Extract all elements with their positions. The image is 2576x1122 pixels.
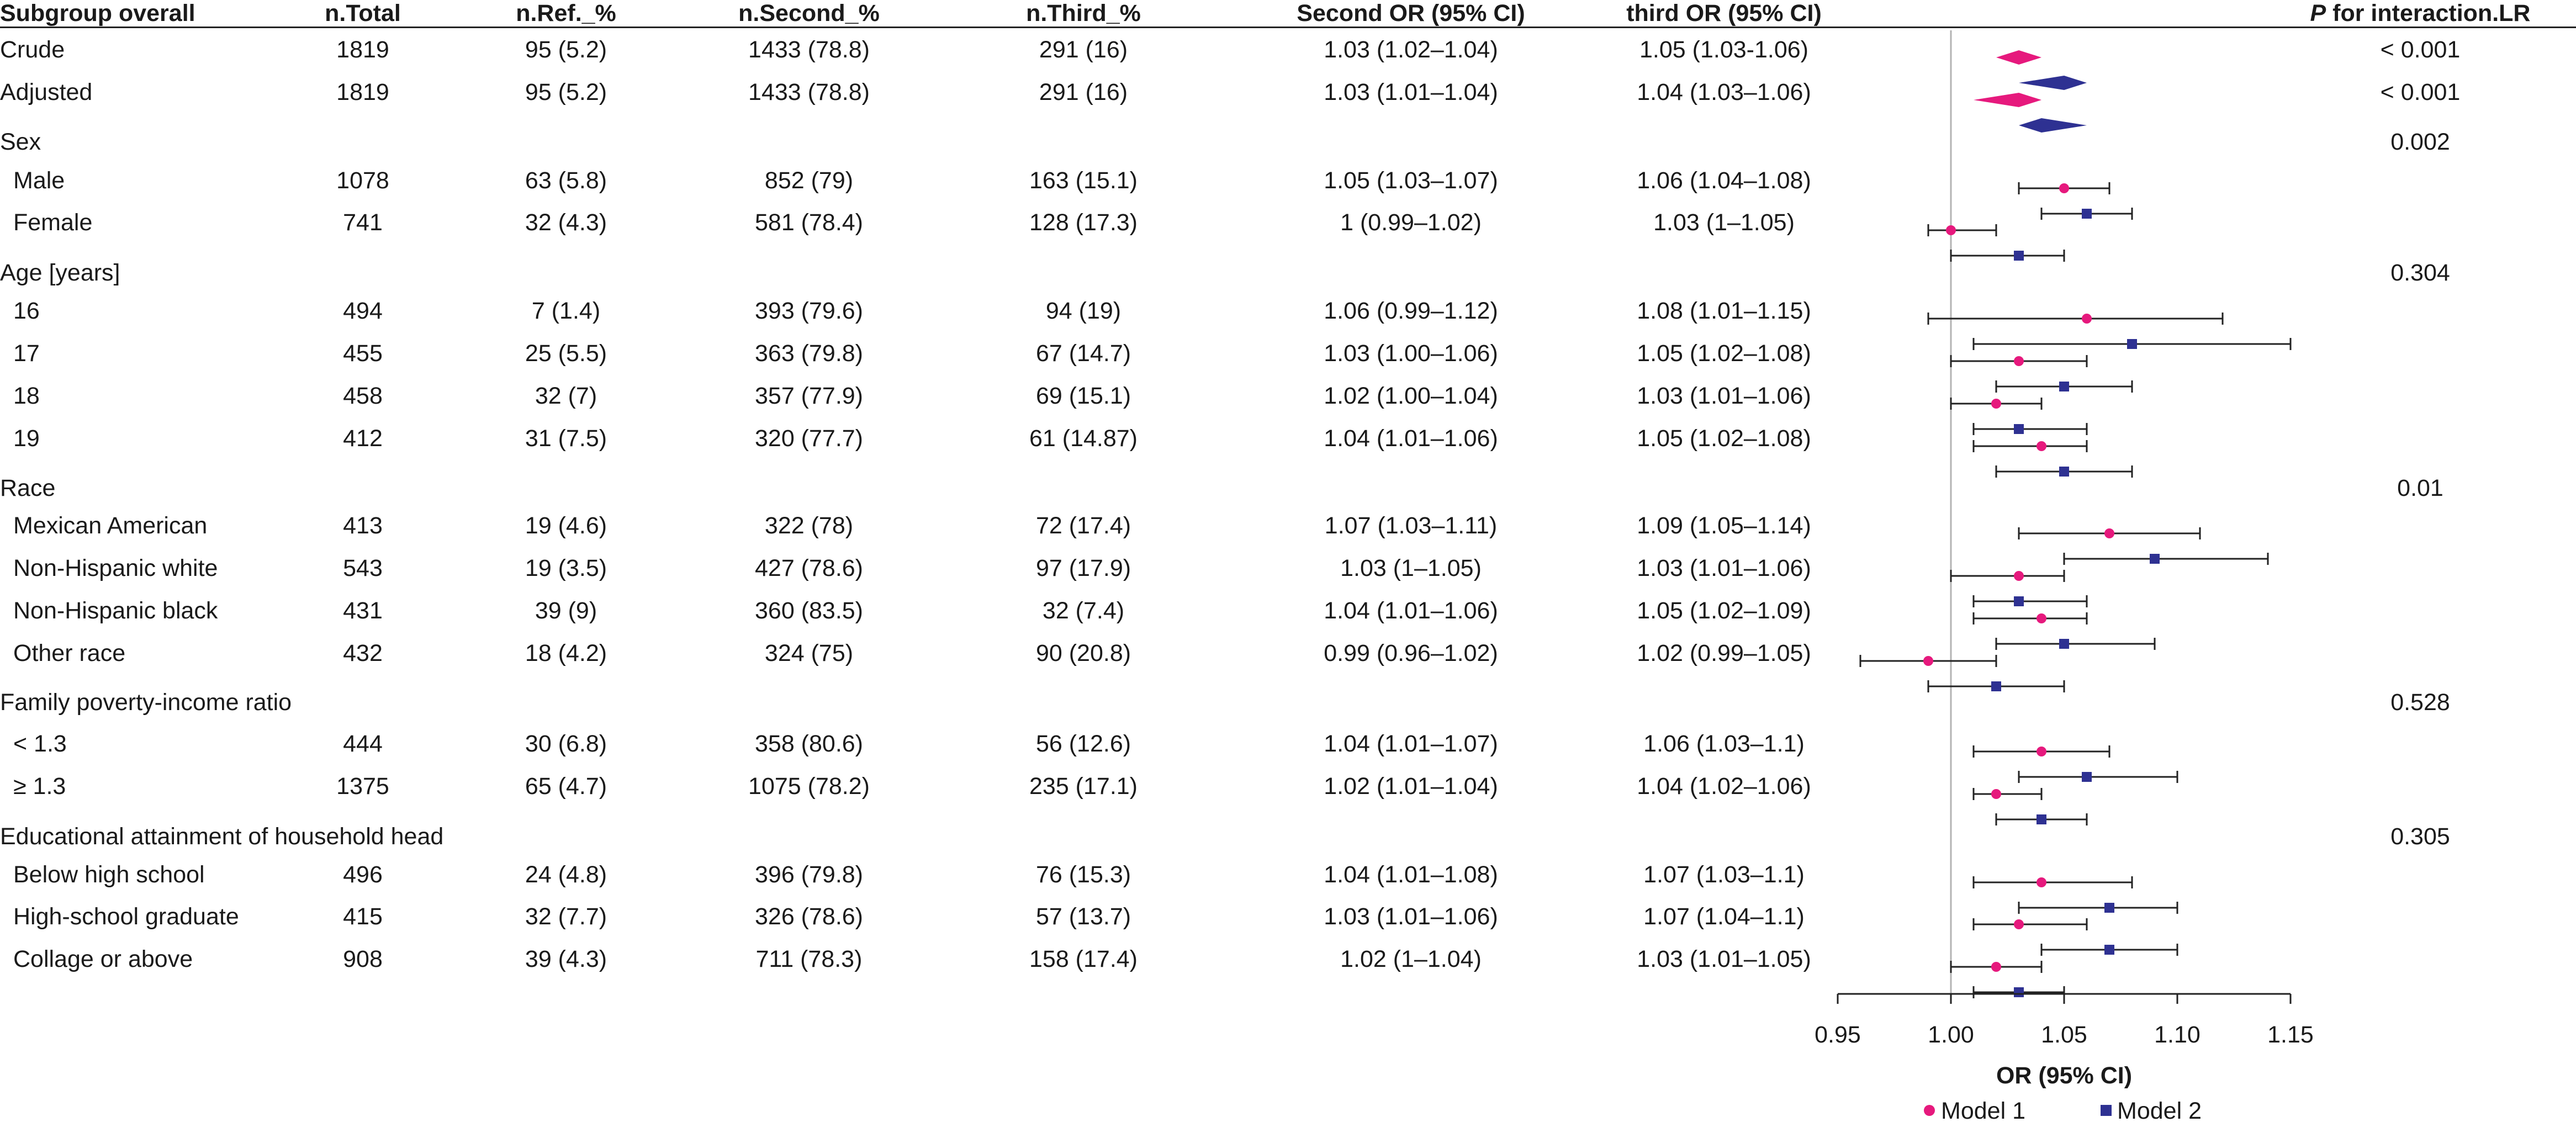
cell-ref: 30 (6.8) — [525, 731, 607, 757]
row-label: Adjusted — [0, 79, 93, 105]
cell-second: 322 (78) — [764, 512, 854, 539]
model2-point — [2037, 814, 2046, 824]
cell-third: 94 (19) — [1045, 298, 1122, 324]
cell-second: 320 (77.7) — [754, 425, 864, 452]
cell-third: 128 (17.3) — [1029, 209, 1138, 236]
cell-total: 1819 — [336, 36, 389, 63]
model2-point — [2150, 554, 2160, 564]
cell-third: 235 (17.1) — [1029, 773, 1138, 800]
cell-or3: 1.02 (0.99–1.05) — [1637, 640, 1811, 666]
cell-second: 1433 (78.8) — [748, 36, 870, 63]
cell-or3: 1.03 (1.01–1.06) — [1637, 555, 1811, 581]
cell-or2: 1.04 (1.01–1.06) — [1324, 597, 1498, 624]
model1-point — [2014, 571, 2024, 581]
row-label: Family poverty-income ratio — [0, 689, 292, 716]
model1-point — [2014, 919, 2024, 929]
row-label: Male — [13, 167, 65, 194]
cell-ref: 32 (7.7) — [525, 903, 607, 930]
model1-diamond — [1996, 50, 2041, 65]
cell-total: 494 — [343, 298, 383, 324]
model2-point — [2059, 467, 2069, 477]
model2-diamond — [2019, 118, 2087, 133]
header-third: n.Third_% — [1026, 0, 1141, 27]
model2-point — [2059, 639, 2069, 649]
model2-point — [2014, 596, 2024, 606]
row-label: Non-Hispanic black — [13, 597, 218, 624]
model2-point — [2082, 772, 2092, 782]
model1-point — [1991, 789, 2001, 799]
x-tick-label: 1.15 — [2267, 1022, 2314, 1048]
cell-p: < 0.001 — [2380, 79, 2461, 105]
cell-third: 76 (15.3) — [1035, 861, 1131, 888]
p-interaction-value: 0.304 — [2390, 260, 2450, 286]
model1-point — [1991, 962, 2001, 972]
cell-second: 360 (83.5) — [754, 597, 864, 624]
model2-point — [2059, 382, 2069, 391]
cell-total: 1078 — [336, 167, 389, 194]
cell-third: 67 (14.7) — [1035, 340, 1131, 367]
cell-or3: 1.04 (1.03–1.06) — [1637, 79, 1811, 105]
model1-point — [2037, 747, 2046, 756]
cell-or2: 1.04 (1.01–1.08) — [1324, 861, 1498, 888]
cell-ref: 32 (4.3) — [525, 209, 607, 236]
p-interaction-value: 0.528 — [2390, 689, 2450, 716]
cell-total: 543 — [343, 555, 383, 581]
row-label: Sex — [0, 129, 41, 155]
cell-total: 455 — [343, 340, 383, 367]
row-label: Age [years] — [0, 260, 120, 286]
cell-second: 358 (80.6) — [754, 731, 864, 757]
cell-ref: 65 (4.7) — [525, 773, 607, 800]
cell-or3: 1.03 (1–1.05) — [1653, 209, 1795, 236]
cell-ref: 18 (4.2) — [525, 640, 607, 666]
row-label: < 1.3 — [13, 731, 67, 757]
x-tick-label: 1.10 — [2154, 1022, 2201, 1048]
cell-or3: 1.06 (1.03–1.1) — [1643, 731, 1805, 757]
cell-or3: 1.05 (1.02–1.08) — [1637, 340, 1811, 367]
cell-third: 69 (15.1) — [1035, 383, 1131, 409]
cell-total: 412 — [343, 425, 383, 452]
cell-third: 97 (17.9) — [1035, 555, 1131, 581]
row-label: Crude — [0, 36, 65, 63]
cell-or3: 1.06 (1.04–1.08) — [1637, 167, 1811, 194]
cell-third: 163 (15.1) — [1029, 167, 1138, 194]
model2-point — [1991, 681, 2001, 691]
model1-point — [2037, 441, 2046, 451]
row-label: Below high school — [13, 861, 205, 888]
cell-second: 324 (75) — [764, 640, 854, 666]
cell-ref: 95 (5.2) — [525, 36, 607, 63]
cell-total: 908 — [343, 946, 383, 972]
cell-third: 90 (20.8) — [1035, 640, 1131, 666]
cell-second: 581 (78.4) — [754, 209, 864, 236]
cell-or3: 1.05 (1.03-1.06) — [1639, 36, 1808, 63]
cell-ref: 24 (4.8) — [525, 861, 607, 888]
cell-or3: 1.07 (1.04–1.1) — [1643, 903, 1805, 930]
cell-third: 158 (17.4) — [1029, 946, 1138, 972]
cell-second: 326 (78.6) — [754, 903, 864, 930]
row-label: ≥ 1.3 — [13, 773, 66, 800]
legend-model2-label: Model 2 — [2117, 1098, 2202, 1122]
header-p-italic: P — [2310, 0, 2326, 27]
row-label: 17 — [13, 340, 40, 367]
cell-or2: 1.03 (1–1.05) — [1340, 555, 1482, 581]
cell-ref: 7 (1.4) — [531, 298, 601, 324]
cell-second: 711 (78.3) — [755, 946, 863, 972]
legend-model1-label: Model 1 — [1941, 1098, 2025, 1122]
x-tick-label: 0.95 — [1815, 1022, 1861, 1048]
cell-or3: 1.05 (1.02–1.08) — [1637, 425, 1811, 452]
cell-total: 444 — [343, 731, 383, 757]
model1-diamond — [1974, 93, 2041, 107]
cell-or2: 1.04 (1.01–1.06) — [1324, 425, 1498, 452]
cell-or2: 1.02 (1.00–1.04) — [1324, 383, 1498, 409]
model2-point — [2104, 903, 2114, 913]
cell-ref: 31 (7.5) — [525, 425, 607, 452]
cell-or2: 1.02 (1.01–1.04) — [1324, 773, 1498, 800]
model2-diamond — [2019, 76, 2087, 90]
cell-or2: 1.05 (1.03–1.07) — [1324, 167, 1498, 194]
model2-point — [2014, 987, 2024, 997]
cell-or3: 1.05 (1.02–1.09) — [1637, 597, 1811, 624]
cell-ref: 95 (5.2) — [525, 79, 607, 105]
header-p-rest: for interaction.LR — [2326, 0, 2531, 27]
cell-third: 57 (13.7) — [1035, 903, 1131, 930]
cell-total: 415 — [343, 903, 383, 930]
p-interaction-value: 0.01 — [2397, 475, 2443, 501]
cell-second: 1075 (78.2) — [748, 773, 870, 800]
header-ref: n.Ref._% — [516, 0, 616, 27]
model1-point — [1991, 399, 2001, 409]
cell-or2: 1.03 (1.01–1.06) — [1324, 903, 1498, 930]
cell-second: 393 (79.6) — [754, 298, 864, 324]
cell-ref: 32 (7) — [535, 383, 597, 409]
cell-third: 291 (16) — [1039, 36, 1128, 63]
header-total: n.Total — [325, 0, 401, 27]
header-or3: third OR (95% CI) — [1626, 0, 1822, 27]
model1-point — [1923, 656, 1933, 666]
cell-ref: 19 (3.5) — [525, 555, 607, 581]
cell-p: < 0.001 — [2380, 36, 2461, 63]
header-or2: Second OR (95% CI) — [1297, 0, 1525, 27]
cell-or2: 1.03 (1.00–1.06) — [1324, 340, 1498, 367]
row-label: Collage or above — [13, 946, 193, 972]
cell-total: 413 — [343, 512, 383, 539]
legend-model1-marker — [1924, 1105, 1935, 1116]
cell-third: 32 (7.4) — [1042, 597, 1125, 624]
cell-second: 852 (79) — [764, 167, 854, 194]
cell-total: 431 — [343, 597, 383, 624]
row-label: Other race — [13, 640, 126, 666]
cell-total: 458 — [343, 383, 383, 409]
cell-or2: 1.03 (1.01–1.04) — [1324, 79, 1498, 105]
x-tick-label: 1.05 — [2041, 1022, 2087, 1048]
cell-second: 363 (79.8) — [754, 340, 864, 367]
model2-point — [2082, 209, 2092, 219]
model2-point — [2104, 945, 2114, 955]
row-label: 18 — [13, 383, 40, 409]
cell-second: 427 (78.6) — [754, 555, 864, 581]
cell-or3: 1.03 (1.01–1.06) — [1637, 383, 1811, 409]
row-label: Educational attainment of household head — [0, 823, 444, 850]
cell-ref: 25 (5.5) — [525, 340, 607, 367]
cell-total: 1819 — [336, 79, 389, 105]
cell-or2: 1.07 (1.03–1.11) — [1324, 512, 1498, 539]
cell-second: 357 (77.9) — [754, 383, 864, 409]
cell-second: 1433 (78.8) — [748, 79, 870, 105]
p-interaction-value: 0.002 — [2390, 129, 2450, 155]
model2-point — [2014, 424, 2024, 434]
row-label: High-school graduate — [13, 903, 239, 930]
header-subgroup: Subgroup overall — [0, 0, 195, 27]
cell-or2: 1.03 (1.02–1.04) — [1324, 36, 1498, 63]
p-interaction-value: 0.305 — [2390, 823, 2450, 850]
model2-point — [2127, 339, 2137, 349]
header-second: n.Second_% — [738, 0, 880, 27]
model1-point — [2104, 528, 2114, 538]
model1-point — [1946, 225, 1956, 235]
cell-or3: 1.04 (1.02–1.06) — [1637, 773, 1811, 800]
cell-or3: 1.03 (1.01–1.05) — [1637, 946, 1811, 972]
model1-point — [2059, 183, 2069, 193]
cell-or2: 1.02 (1–1.04) — [1340, 946, 1482, 972]
cell-third: 56 (12.6) — [1035, 731, 1131, 757]
row-label: 19 — [13, 425, 40, 452]
row-label: Race — [0, 475, 56, 501]
cell-or2: 1 (0.99–1.02) — [1340, 209, 1482, 236]
cell-ref: 39 (4.3) — [525, 946, 607, 972]
model1-point — [2037, 613, 2046, 623]
legend-model2-marker — [2101, 1105, 2112, 1116]
cell-ref: 63 (5.8) — [525, 167, 607, 194]
x-tick-label: 1.00 — [1928, 1022, 1974, 1048]
cell-or3: 1.08 (1.01–1.15) — [1637, 298, 1811, 324]
model1-point — [2082, 314, 2092, 324]
cell-total: 1375 — [336, 773, 389, 800]
cell-or2: 0.99 (0.96–1.02) — [1324, 640, 1498, 666]
cell-third: 291 (16) — [1039, 79, 1128, 105]
cell-ref: 39 (9) — [535, 597, 597, 624]
row-label: 16 — [13, 298, 40, 324]
cell-or2: 1.04 (1.01–1.07) — [1324, 731, 1498, 757]
cell-or3: 1.09 (1.05–1.14) — [1637, 512, 1811, 539]
cell-total: 496 — [343, 861, 383, 888]
cell-or3: 1.07 (1.03–1.1) — [1643, 861, 1805, 888]
cell-third: 61 (14.87) — [1029, 425, 1138, 452]
row-label: Mexican American — [13, 512, 208, 539]
cell-third: 72 (17.4) — [1035, 512, 1131, 539]
model1-point — [2014, 356, 2024, 366]
cell-total: 741 — [343, 209, 383, 236]
cell-total: 432 — [343, 640, 383, 666]
x-axis-label: OR (95% CI) — [1996, 1062, 2133, 1089]
cell-second: 396 (79.8) — [754, 861, 864, 888]
row-label: Non-Hispanic white — [13, 555, 218, 581]
model2-point — [2014, 251, 2024, 261]
cell-ref: 19 (4.6) — [525, 512, 607, 539]
model1-point — [2037, 877, 2046, 887]
cell-or2: 1.06 (0.99–1.12) — [1324, 298, 1498, 324]
row-label: Female — [13, 209, 93, 236]
